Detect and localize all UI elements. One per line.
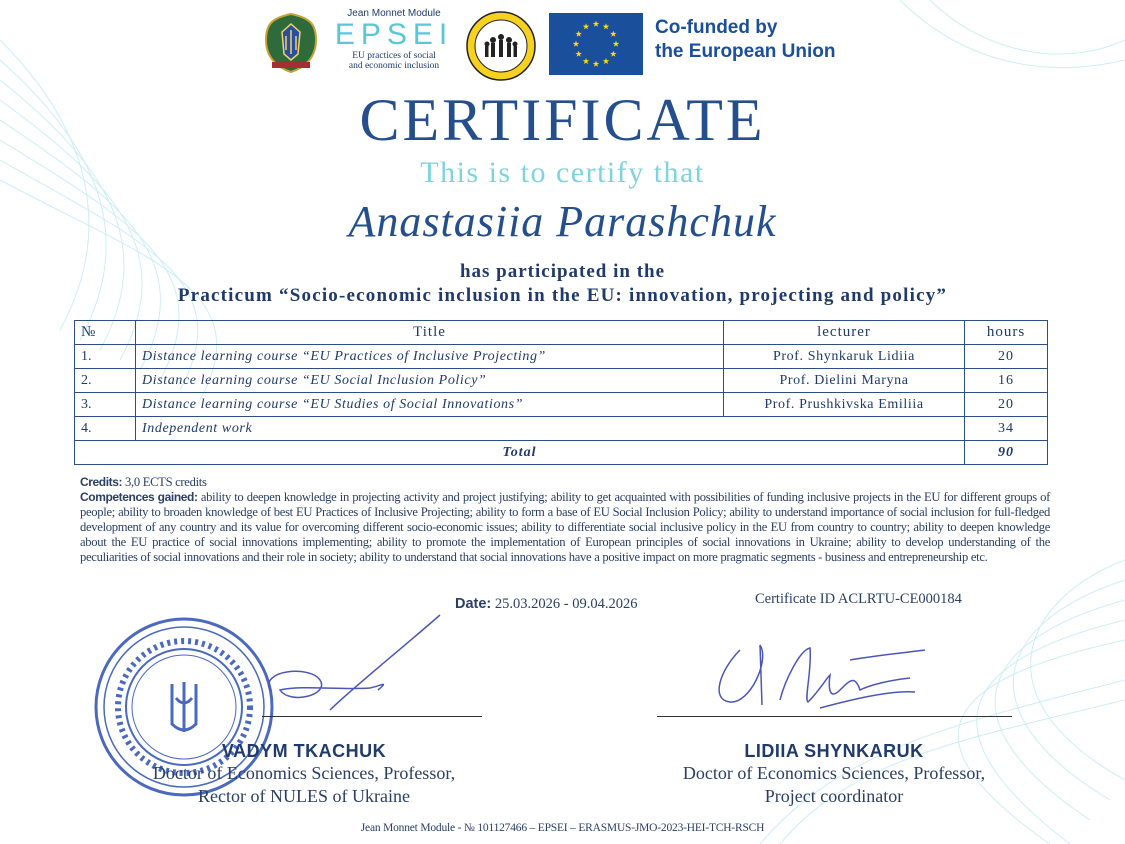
signer-coordinator [634, 741, 1034, 808]
epsei-top-text: Jean Monnet Module [347, 8, 441, 19]
table-header-row [75, 321, 1048, 345]
row-hours: 20 [965, 393, 1048, 417]
total-label: Total [75, 441, 965, 465]
rector-signature [200, 610, 460, 720]
row-title: Distance learning course “EU Practices of Inclusive Projecting” [136, 345, 724, 369]
total-hours: 90 [965, 441, 1048, 465]
eu-line-1: Co-funded by [655, 17, 778, 38]
signer-name: LIDIIA SHYNKARUK [744, 741, 924, 761]
practicum-title: Practicum “Socio-economic inclusion in the EU: innovation, projecting and policy” [177, 285, 948, 306]
table-row [75, 417, 1048, 441]
signer-role-2: Project coordinator [764, 786, 904, 806]
certificate-subtitle: This is to certify that [420, 156, 705, 189]
row-no: 2. [75, 369, 136, 393]
header-title: Title [136, 321, 724, 345]
row-lecturer: Prof. Dielini Maryna [724, 369, 965, 393]
signature-line-2 [657, 716, 1012, 717]
signer-role-2: Rector of NULES of Ukraine [198, 786, 410, 806]
coordinator-signature [700, 630, 930, 715]
row-title: Independent work [136, 417, 965, 441]
table-row [75, 369, 1048, 393]
university-crest-logo [260, 10, 322, 74]
certificate-id: Certificate ID ACLRTU-CE000184 [755, 591, 962, 607]
row-hours: 20 [965, 345, 1048, 369]
eu-cofunded-text [655, 16, 836, 64]
credits-block [80, 475, 1050, 565]
signer-name: VADYM TKACHUK [221, 741, 387, 761]
credits-value: 3,0 ECTS credits [125, 475, 207, 489]
table-row [75, 393, 1048, 417]
signature-line-1 [262, 716, 482, 717]
certificate-title: CERTIFICATE [359, 87, 766, 153]
row-title: Distance learning course “EU Social Inclusion Policy” [136, 369, 724, 393]
course-table [74, 320, 1048, 465]
row-lecturer: Prof. Shynkaruk Lidiia [724, 345, 965, 369]
header-no: № [75, 321, 136, 345]
signer-role-1: Doctor of Economics Sciences, Professor, [152, 763, 456, 783]
row-hours: 34 [965, 417, 1048, 441]
epsei-word: EPSEI [334, 18, 454, 51]
epsei-logo [330, 8, 458, 80]
row-hours: 16 [965, 369, 1048, 393]
signer-role-1: Doctor of Economics Sciences, Professor, [682, 763, 986, 783]
participation-line: has participated in the [459, 261, 666, 282]
epsei-sub-2: and economic inclusion [348, 61, 440, 71]
header-hours: hours [965, 321, 1048, 345]
row-no: 4. [75, 417, 136, 441]
row-no: 3. [75, 393, 136, 417]
footer-text: Jean Monnet Module - № 101127466 – EPSEI – ERASMUS-JMO-2023-HEI-TCH-RSCH [360, 822, 765, 834]
header-lecturer: lecturer [724, 321, 965, 345]
eu-flag-icon [549, 13, 643, 75]
credits-label: Credits: [80, 475, 123, 489]
table-row [75, 345, 1048, 369]
date-value: 25.03.2026 - 09.04.2026 [494, 596, 638, 612]
date-label: Date: [455, 596, 492, 612]
round-emblem-logo [465, 10, 537, 82]
competences-value: ability to deepen knowledge in projecting activity and project justifying; ability to get acquainted with possibilities of funding inclusive projects in the EU for different groups of people; ability to broaden knowledge of best EU Practices of Inclusive Projecting; ability to form a base of EU Social Inclusion Policy; ability to understand importance of social inclusion for full-fledged development of any country and its value for overcoming different socio-economic issues; ability to differentiate social inclusive policy in the EU from country to country; ability to deepen knowledge about the EU practice of social innovations implementing; ability to promote the implementation of European principles of social innovations in Ukraine; ability to develop understanding of the peculiarities of social innovations and their role in society; ability to understand that social innovations have a positive impact on more pragmatic segments - business and entrepreneurship etc. [80, 490, 1050, 564]
epsei-sub-1: EU practices of social [352, 51, 436, 61]
competences-label: Competences gained: [80, 490, 198, 504]
row-lecturer: Prof. Prushkivska Emiliia [724, 393, 965, 417]
row-title: Distance learning course “EU Studies of Social Innovations” [136, 393, 724, 417]
signer-rector [104, 741, 504, 808]
table-total-row [75, 441, 1048, 465]
row-no: 1. [75, 345, 136, 369]
eu-line-2: the European Union [655, 41, 836, 62]
date-line [455, 596, 637, 613]
recipient-name: Anastasiia Parashchuk [348, 197, 777, 246]
